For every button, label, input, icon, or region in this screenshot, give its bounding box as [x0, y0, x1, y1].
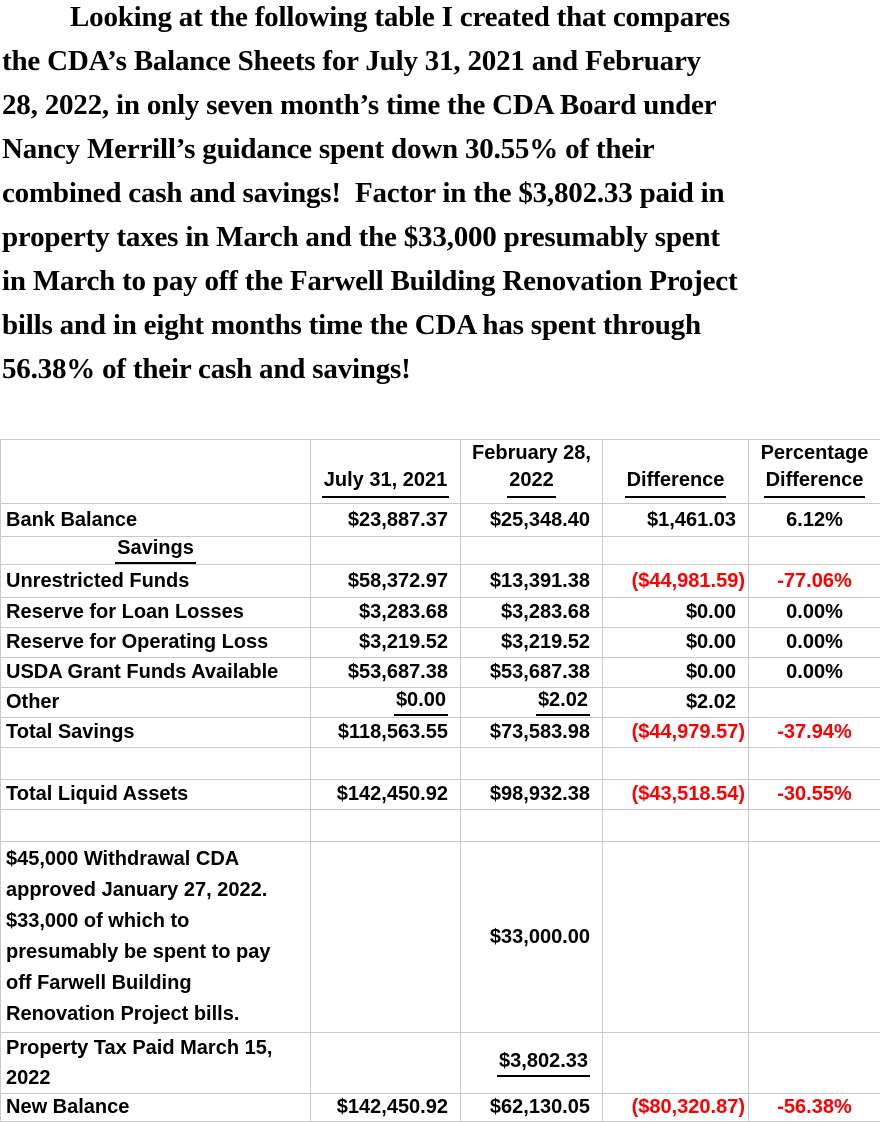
value-february: $2.02 — [461, 688, 603, 718]
value-february: $33,000.00 — [461, 842, 603, 1033]
value-february: $3,802.33 — [461, 1033, 603, 1094]
intro-line: 56.38% of their cash and savings! — [2, 347, 878, 391]
table-row-reserve-loan-losses — [1, 598, 880, 628]
value-percentage: 0.00% — [749, 628, 880, 658]
empty-cell — [1, 810, 311, 842]
value-july: $142,450.92 — [311, 1094, 461, 1122]
intro-line: in March to pay off the Farwell Building Renovation Project — [2, 259, 878, 303]
empty-cell — [603, 810, 749, 842]
value-july: $118,563.55 — [311, 718, 461, 748]
intro-line: Nancy Merrill’s guidance spent down 30.55% of their — [2, 127, 878, 171]
column-header-label: Percentage — [749, 440, 880, 467]
value-difference: ($80,320.87) — [603, 1094, 749, 1122]
section-label: Savings — [1, 537, 311, 565]
value-difference: $1,461.03 — [603, 504, 749, 537]
table-row-reserve-operating-loss — [1, 628, 880, 658]
table-row-bank-balance — [1, 504, 880, 537]
value-percentage: -56.38% — [749, 1094, 880, 1122]
empty-cell — [461, 748, 603, 780]
empty-cell — [749, 537, 880, 565]
value-february: $62,130.05 — [461, 1094, 603, 1122]
column-header-difference — [603, 440, 749, 504]
value-february: $25,348.40 — [461, 504, 603, 537]
value-february: $98,932.38 — [461, 780, 603, 810]
table-header-row — [1, 440, 880, 504]
value-february: $73,583.98 — [461, 718, 603, 748]
table-row-savings-section — [1, 537, 880, 565]
table-row-other — [1, 688, 880, 718]
intro-line: bills and in eight months time the CDA has spent through — [2, 303, 878, 347]
empty-cell — [311, 1033, 461, 1094]
row-label: Total Liquid Assets — [1, 780, 311, 810]
empty-cell — [749, 842, 880, 1033]
column-header-label: Difference — [625, 467, 727, 498]
value-percentage: -30.55% — [749, 780, 880, 810]
table-row-property-tax — [1, 1033, 880, 1094]
empty-cell — [461, 537, 603, 565]
value-percentage — [749, 688, 880, 718]
value-percentage: 6.12% — [749, 504, 880, 537]
table-row-new-balance — [1, 1094, 880, 1122]
table-row-withdrawal-note — [1, 842, 880, 1033]
empty-cell — [749, 748, 880, 780]
value-difference: $0.00 — [603, 658, 749, 688]
intro-line: property taxes in March and the $33,000 presumably spent — [2, 215, 878, 259]
empty-cell — [603, 748, 749, 780]
value-percentage: 0.00% — [749, 598, 880, 628]
value-july: $53,687.38 — [311, 658, 461, 688]
column-header-label: February 28, — [461, 440, 602, 467]
value-july: $3,283.68 — [311, 598, 461, 628]
value-february: $13,391.38 — [461, 565, 603, 598]
value-difference: ($43,518.54) — [603, 780, 749, 810]
value-july: $58,372.97 — [311, 565, 461, 598]
table-row-spacer — [1, 748, 880, 780]
value-difference: $2.02 — [603, 688, 749, 718]
value-percentage: 0.00% — [749, 658, 880, 688]
balance-sheet-table — [0, 439, 880, 1122]
row-label: Other — [1, 688, 311, 718]
intro-line: combined cash and savings! Factor in the $3,802.33 paid in — [2, 171, 878, 215]
empty-cell — [1, 748, 311, 780]
empty-cell — [311, 537, 461, 565]
value-difference: $0.00 — [603, 598, 749, 628]
row-label: Total Savings — [1, 718, 311, 748]
value-july: $3,219.52 — [311, 628, 461, 658]
table-row-usda-grant — [1, 658, 880, 688]
value-july: $142,450.92 — [311, 780, 461, 810]
column-header-july — [311, 440, 461, 504]
table-row-total-liquid-assets — [1, 780, 880, 810]
row-label: Reserve for Loan Losses — [1, 598, 311, 628]
intro-line: the CDA’s Balance Sheets for July 31, 2021 and February — [2, 39, 878, 83]
row-label: New Balance — [1, 1094, 311, 1122]
row-label: USDA Grant Funds Available — [1, 658, 311, 688]
value-percentage: -77.06% — [749, 565, 880, 598]
empty-cell — [311, 810, 461, 842]
empty-cell — [311, 842, 461, 1033]
column-header-february — [461, 440, 603, 504]
value-difference: ($44,981.59) — [603, 565, 749, 598]
empty-cell — [749, 810, 880, 842]
row-label: Reserve for Operating Loss — [1, 628, 311, 658]
intro-line: 28, 2022, in only seven month’s time the CDA Board under — [2, 83, 878, 127]
intro-paragraph — [0, 0, 880, 391]
table-row-spacer — [1, 810, 880, 842]
value-july: $0.00 — [311, 688, 461, 718]
table-row-total-savings — [1, 718, 880, 748]
value-difference: ($44,979.57) — [603, 718, 749, 748]
value-difference: $0.00 — [603, 628, 749, 658]
row-label: Bank Balance — [1, 504, 311, 537]
column-header-label: Difference — [764, 467, 866, 498]
row-label: Unrestricted Funds — [1, 565, 311, 598]
empty-cell — [749, 1033, 880, 1094]
value-february: $53,687.38 — [461, 658, 603, 688]
empty-cell — [461, 810, 603, 842]
column-header-label: July 31, 2021 — [322, 467, 449, 498]
value-percentage: -37.94% — [749, 718, 880, 748]
row-label: $45,000 Withdrawal CDA approved January 27, 2022. $33,000 of which to presumably be spent to pay off Farwell Building Renovation Project bills. — [1, 842, 311, 1033]
empty-cell — [311, 748, 461, 780]
row-label: Property Tax Paid March 15, 2022 — [1, 1033, 311, 1094]
table-row-unrestricted-funds — [1, 565, 880, 598]
value-february: $3,219.52 — [461, 628, 603, 658]
column-header-percentage-difference — [749, 440, 880, 504]
empty-cell — [603, 842, 749, 1033]
intro-line: Looking at the following table I created that compares — [2, 0, 878, 39]
header-empty-cell — [1, 440, 311, 504]
empty-cell — [603, 1033, 749, 1094]
value-february: $3,283.68 — [461, 598, 603, 628]
column-header-label: 2022 — [507, 467, 556, 498]
value-july: $23,887.37 — [311, 504, 461, 537]
empty-cell — [603, 537, 749, 565]
